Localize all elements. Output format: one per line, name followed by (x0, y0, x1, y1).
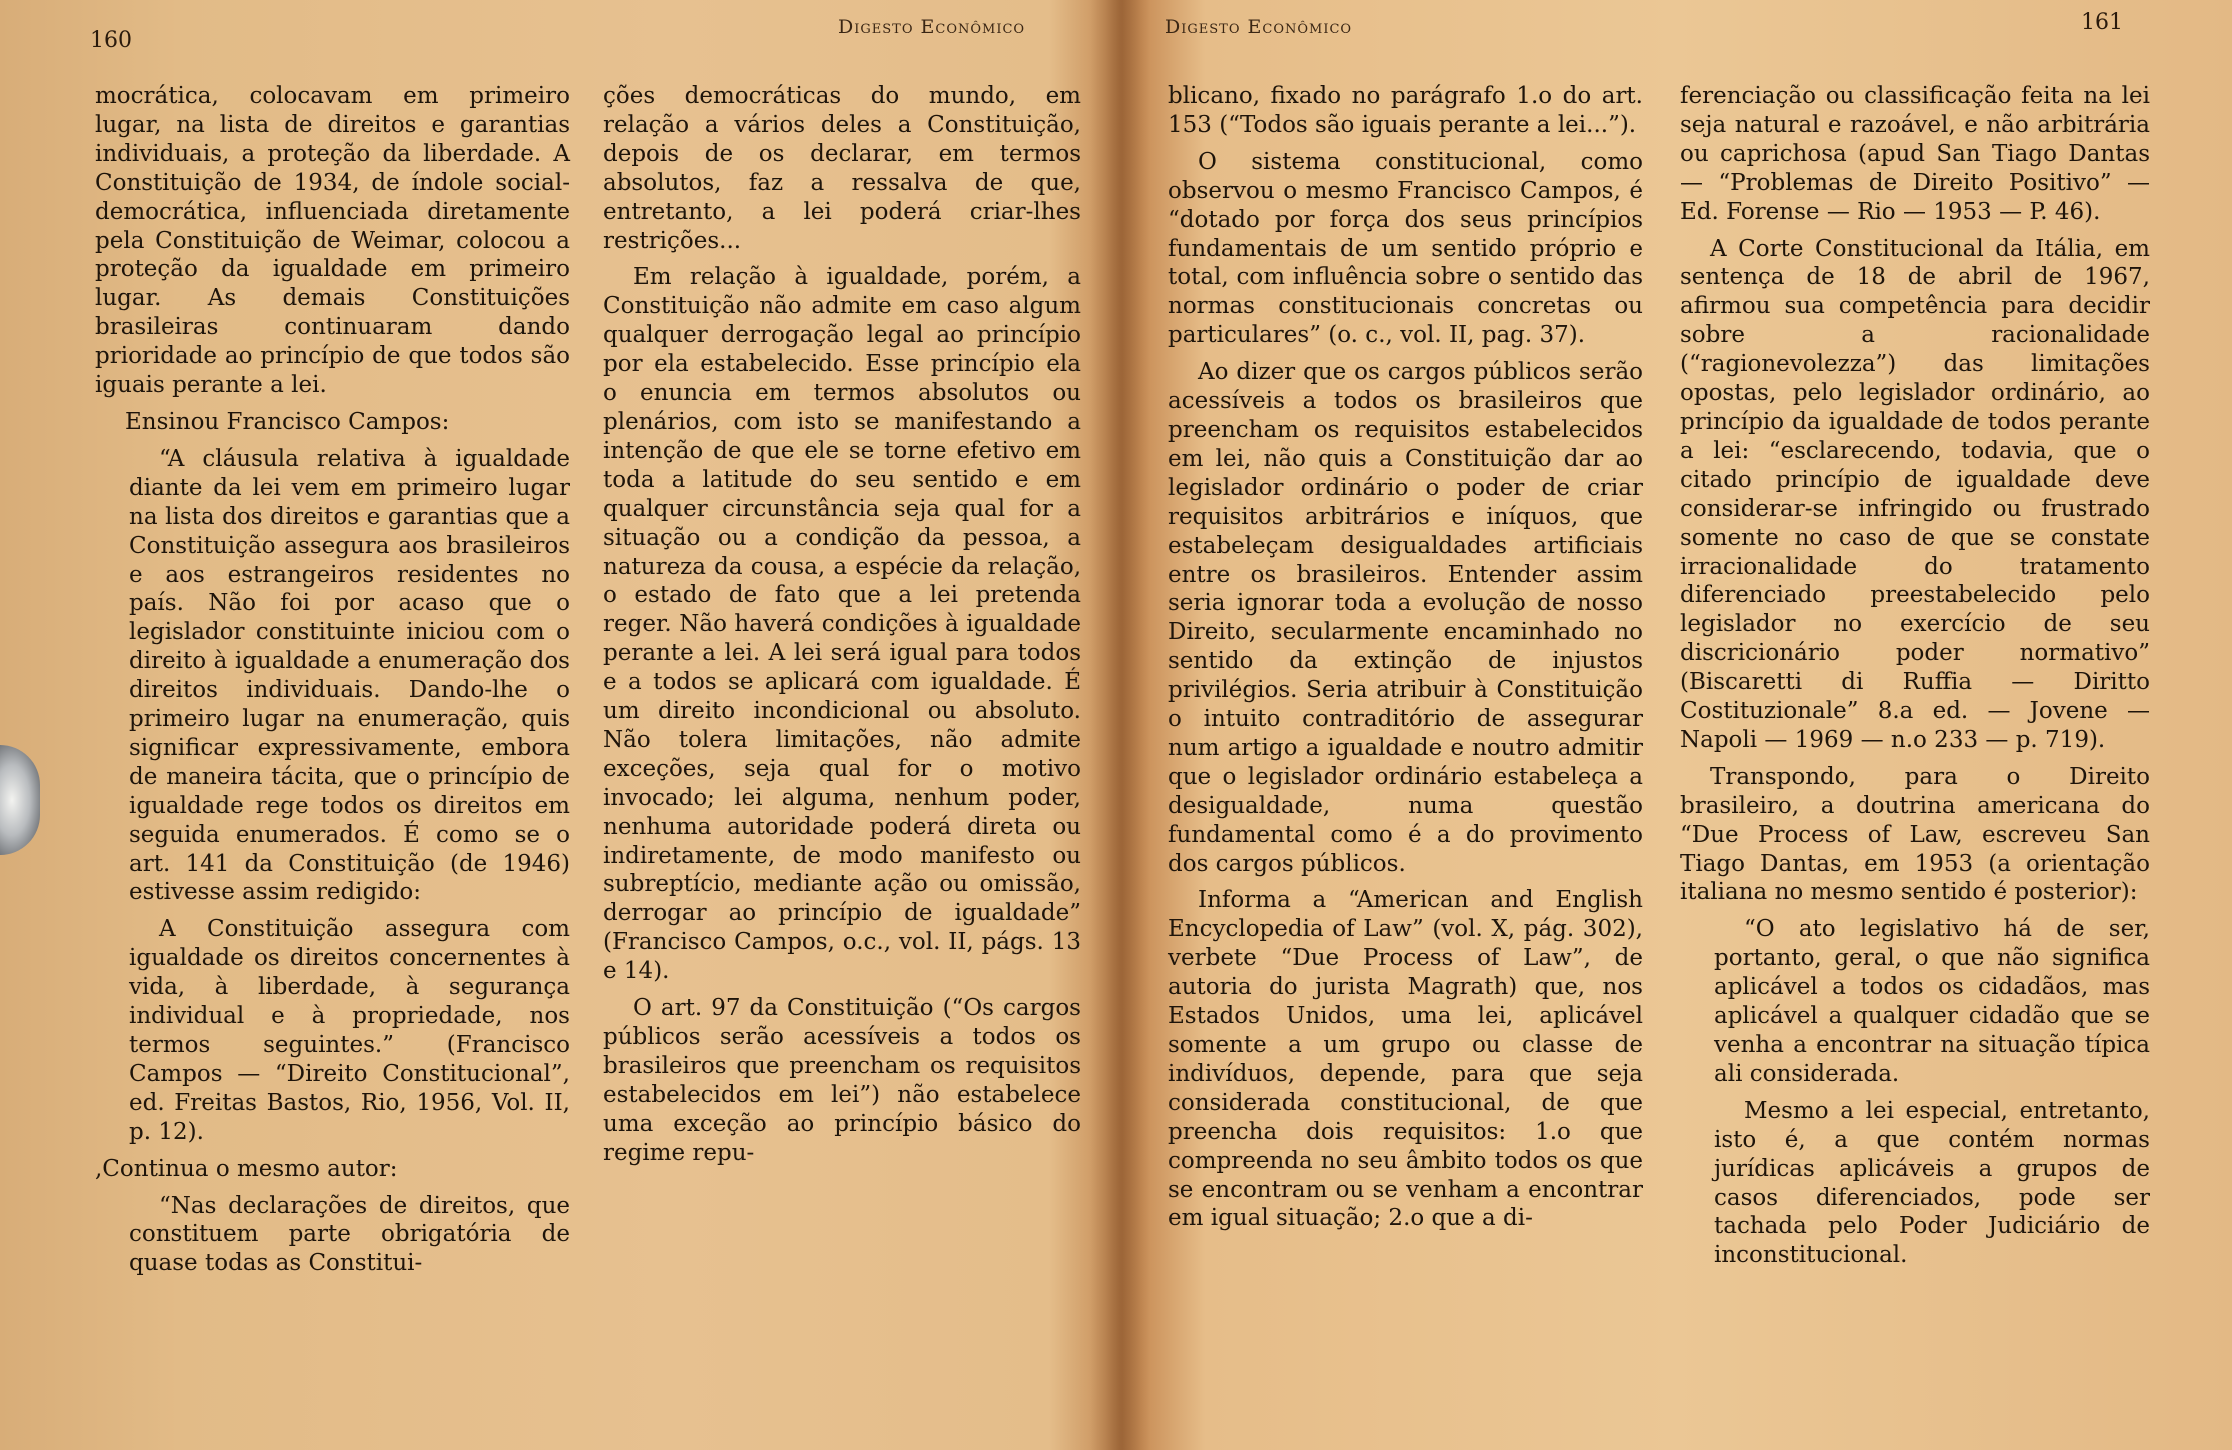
paragraph: “O ato legislativo há de ser, portanto, geral, o que não significa aplicável a todos os cidadãos, mas aplicável a qualquer cidadão que se venha a encontrar na situação típica ali considerada. (1714, 916, 2150, 1087)
page-number-left: 160 (90, 28, 132, 53)
left-column-1 (95, 82, 570, 1278)
running-head-left: Digesto Econômico (838, 16, 1026, 38)
page-number-right: 161 (2081, 10, 2123, 35)
paragraph: O sistema constitucional, como observou o mesmo Francisco Campos, é “dotado por força dos seus princípios fundamentais de um sentido próprio e total, com influência sobre o sentido das normas constitucionais concretas ou particulares” (o. c., vol. II, pag. 37). (1168, 148, 1643, 349)
paragraph: “A cláusula relativa à igualdade diante da lei vem em primeiro lugar na lista dos direitos e garantias que a Constituição assegura aos brasileiros e aos estrangeiros residentes no país. Não foi por acaso que o legislador constituinte iniciou com o direito à igualdade a enumeração dos direitos individuais. Dando-lhe o primeiro lugar na enumeração, quis significar expressivamente, embora de maneira tácita, que o princípio de igualdade rege todos os direitos em seguida enumerados. É como se o art. 141 da Constituição (de 1946) estivesse assim redigido: (129, 445, 570, 906)
paragraph: A Constituição assegura com igualdade os direitos concernentes à vida, à liberdade, à segurança individual e à propriedade, nos termos seguintes.” (Francisco Campos — “Direito Constitucional”, ed. Freitas Bastos, Rio, 1956, Vol. II, p. 12). (129, 916, 570, 1145)
paragraph: Em relação à igualdade, porém, a Constituição não admite em caso algum qualquer derrogação legal ao princípio por ela estabelecido. Esse princípio ela o enuncia em termos absolutos ou plenários, com isto se manifestando a intenção de que ele se torne efetivo em toda a latitude do seu sentido e em qualquer circunstância seja qual for a situação ou a condição da pessoa, a natureza da cousa, a espécie da relação, o estado de fato que a lei pretenda reger. Não haverá condições à igualdade perante a lei. A lei será igual para todos e a todos se aplicará com igualdade. É um direito incondicional ou absoluto. Não tolera limitações, não admite exceções, seja qual for o motivo invocado; lei alguma, nenhum poder, nenhuma autoridade poderá direta ou indiretamente, de modo manifesto ou subreptício, mediante ação ou omissão, derrogar ao princípio de igualdade” (Francisco Campos, o.c., vol. II, págs. 13 e 14). (603, 264, 1081, 985)
right-column-2 (1680, 82, 2150, 1270)
paragraph: Ensinou Francisco Campos: (125, 408, 450, 435)
paragraph: A Corte Constitucional da Itália, em sentença de 18 de abril de 1967, afirmou sua competência para decidir sobre a racionalidade (“ragionevolezza”) das limitações opostas, pelo legislador ordinário, ao princípio da igualdade de todos perante a lei: “esclarecendo, todavia, que o citado princípio de igualdade deve considerar-se infringido ou frustrado somente no caso de que se constate irracionalidade do tratamento diferenciado preestabelecido pelo legislador no exercício de seu discricionário poder normativo” (Biscaretti di Ruffia — Diritto Costituzionale” 8.a ed. — Jovene — Napoli — 1969 — n.o 233 — p. 719). (1680, 235, 2150, 753)
left-column-2 (603, 82, 1081, 1168)
paragraph: Informa a “American and English Encyclopedia of Law” (vol. X, pág. 302), verbete “Due Process of Law”, de autoria do jurista Magrath) que, nos Estados Unidos, uma lei, aplicável somente a um grupo ou classe de indivíduos, depende, para que seja considerada constitucional, de que preencha dois requisitos: 1.o que compreenda no seu âmbito todos os que se encontram ou se venham a encontrar em igual situação; 2.o que a di- (1168, 887, 1643, 1232)
paragraph: Mesmo a lei especial, entretanto, isto é, a que contém normas jurídicas aplicáveis a grupos de casos diferenciados, pode ser tachada pelo Poder Judiciário de inconstitucional. (1714, 1097, 2150, 1269)
paragraph: mocrática, colocavam em primeiro lugar, na lista de direitos e garantias individuais, a proteção da liberdade. A Constituição de 1934, de índole social-democrática, influenciada diretamente pela Constituição de Weimar, colocou a proteção da igualdade em primeiro lugar. As demais Constituições brasileiras continuaram dando prioridade ao princípio de que todos são iguais perante a lei. (95, 83, 570, 399)
paragraph: ferenciação ou classificação feita na lei seja natural e razoável, e não arbitrária ou caprichosa (apud San Tiago Dantas — “Problemas de Direito Positivo” — Ed. Forense — Rio — 1953 — P. 46). (1680, 83, 2150, 225)
right-page (1135, 0, 2232, 1450)
paragraph: blicano, fixado no parágrafo 1.o do art. 153 (“Todos são iguais perante a lei...”). (1168, 83, 1643, 138)
paragraph: ções democráticas do mundo, em relação a vários deles a Constituição, depois de os declarar, em termos absolutos, faz a ressalva de que, entretanto, a lei poderá criar-lhes restrições... (603, 83, 1081, 254)
paragraph: O art. 97 da Constituição (“Os cargos públicos serão acessíveis a todos os brasileiros que preencham os requisitos estabelecidos em lei”) não estabelece uma exceção ao princípio básico do regime repu- (603, 995, 1081, 1166)
running-head-right: Digesto Econômico (1165, 16, 1353, 38)
right-column-1 (1168, 82, 1643, 1233)
paragraph: “Nas declarações de direitos, que constituem parte obrigatória de quase todas as Constitui- (129, 1192, 570, 1277)
paragraph: Transpondo, para o Direito brasileiro, a doutrina americana do “Due Process of Law, escreveu San Tiago Dantas, em 1953 (a orientação italiana no mesmo sentido é posterior): (1680, 763, 2150, 906)
paragraph: Ao dizer que os cargos públicos serão acessíveis a todos os brasileiros que preencham os requisitos estabelecidos em lei, não quis a Constituição dar ao legislador ordinário o poder de criar requisitos arbitrários e iníquos, que estabeleçam desigualdades artificiais entre os brasileiros. Entender assim seria ignorar toda a evolução de nosso Direito, secularmente encaminhado no sentido da extinção de injustos privilégios. Seria atribuir à Constituição o intuito contraditório de assegurar num artigo a igualdade e noutro admitir que o legislador ordinário estabeleça a desigualdade, numa questão fundamental como é a do provimento dos cargos públicos. (1168, 359, 1643, 877)
paragraph: ,Continua o mesmo autor: (95, 1155, 398, 1182)
